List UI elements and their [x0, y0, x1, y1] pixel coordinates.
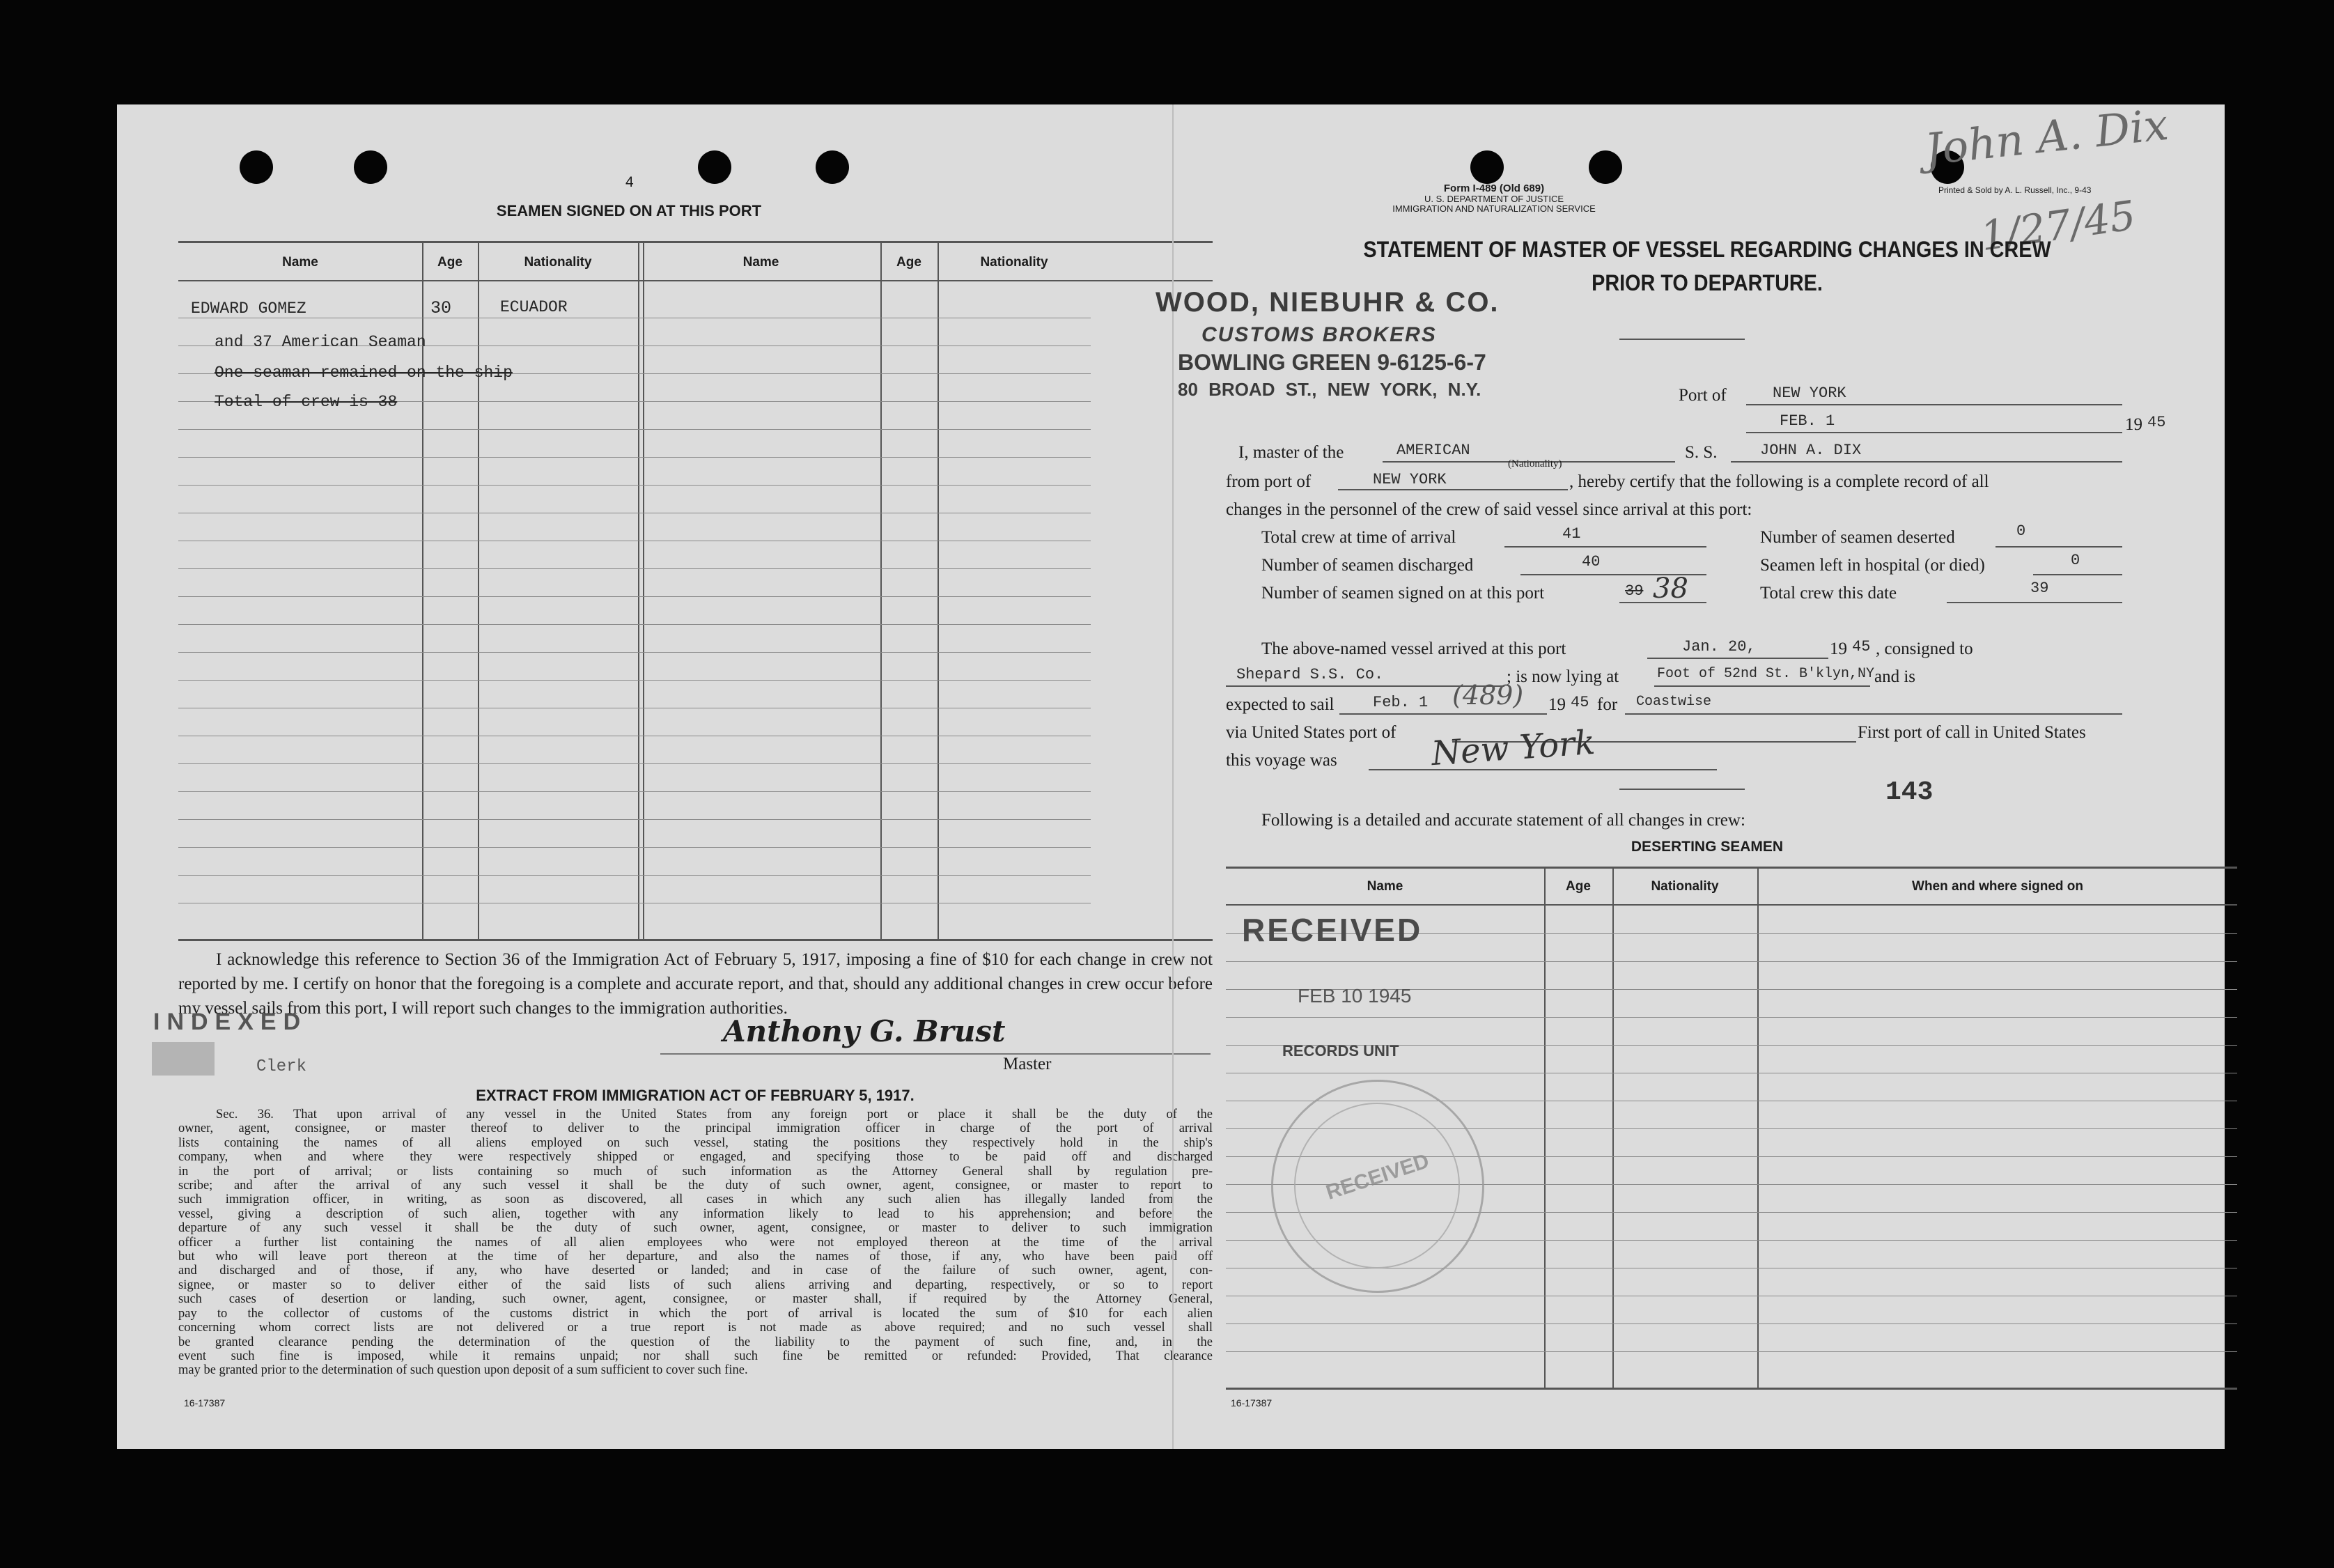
handwritten-vessel-name: John A. Dix — [1922, 98, 2171, 176]
port-value: NEW YORK — [1773, 385, 1846, 402]
table-cell-name: One seaman remained on the ship — [215, 364, 513, 382]
acknowledgement-text: I acknowledge this reference to Section 36 of the Immigration Act of February 5, 1917, imposing a fine of $10 for each change in crew not reported by me. I certify on honor that the foregoing is a complete and accurate report, and that, should any additional changes in crew occur before my vessel sails from this port, I will report such changes to the immigration authorities. — [178, 950, 1213, 1018]
punch-hole — [1589, 150, 1622, 184]
first-port-label: First port of call in United States — [1858, 723, 2086, 742]
punch-hole — [816, 150, 849, 184]
stat-label-signed-on: Number of seamen signed on at this port — [1261, 584, 1545, 603]
round-stamp — [1271, 1080, 1484, 1293]
stat-label-hospital: Seamen left in hospital (or died) — [1760, 556, 1985, 575]
port-of-label: Port of — [1679, 386, 1727, 405]
arrived-date: Jan. 20, — [1682, 638, 1756, 655]
page-number: 4 — [625, 174, 634, 190]
sail-note: (489) — [1452, 680, 1524, 711]
column-header-age: Age — [437, 255, 462, 270]
sail-year: 45 — [1571, 694, 1589, 711]
punch-hole — [1470, 150, 1504, 184]
extract-text: Sec. 36. That upon arrival of any vessel in the United States from any foreign port or place it shall be the duty of the owner, agent, consignee, or master thereof to deliver to the principal immigration officer in charge of the port of arrival lists containing the names of all aliens employed on such vessel, stating the positions they respectively hold in the ship's company, when and where they were respectively shipped or engaged, and specifying those to be paid off and discharged in the port of arrival; or lists containing so much of such information as the Attorney General shall by regulation pre- scribe; and after the arrival of any such vessel it shall be the duty of such owner, agent, consignee, or master to report to such immigration officer, in writing, as soon as discovered, all cases in which any such alien has illegally landed from the vessel, giving a description of such alien, together with any information likely to lead to his apprehension; and before the departure of any such vessel it shall be the duty of such owner, agent, consignee, or master to deliver to such immigration officer a further list containing the names of all alien employees who were not employed thereon at the time of the arrival but who will leave port thereon at the time of her departure, and also the names of those, if any, who have been paid off and discharged and of those, if any, who have deserted or landed; and in case of the failure of such owner, agent, con- signee, or master so to deliver either of the said lists of such aliens arriving and departing, respectively, or so to report such cases of desertion or landing, such owner, agent, consignee, or master shall, if required by the Attorney General, pay to the collector of customs of the customs district in which the port of arrival is located the sum of $10 for each alien concerning whom correct lists are not delivered or a true report is not made as above required; and no such vessel shall be granted clearance pending the determination of the question of the liability to the payment of such fine, and, in the event such fine is imposed, while it remains unpaid; nor shall such fine be remitted or refunded: Provided, That clearance may be granted prior to the determination of such question upon deposit of a sum sufficient to cover such fine. — [178, 1108, 1213, 1378]
deserting-title: DESERTING SEAMEN — [1631, 839, 1784, 855]
year-prefix: 19 — [2125, 415, 2142, 434]
stat-value-total-crew: 39 — [2030, 580, 2049, 597]
ss-label: S. S. — [1685, 443, 1718, 462]
table-cell-nationality: ECUADOR — [500, 298, 568, 316]
service: IMMIGRATION AND NATURALIZATION SERVICE — [1392, 203, 1596, 214]
department: U. S. DEPARTMENT OF JUSTICE — [1424, 194, 1564, 204]
stat-value-discharged: 40 — [1582, 553, 1601, 570]
column-header-nationality-2: Nationality — [980, 255, 1048, 270]
lying-label: ; is now lying at — [1507, 667, 1619, 686]
stat-value-signed-on: 39 — [1625, 582, 1644, 600]
punch-hole — [240, 150, 273, 184]
voyage-label: this voyage was — [1226, 751, 1337, 770]
form-title-line1: STATEMENT OF MASTER OF VESSEL REGARDING CHANGES IN CREW — [1363, 237, 2051, 262]
table-cell-name: and 37 American Seaman — [215, 333, 426, 351]
column-header-age-2: Age — [896, 255, 921, 270]
nationality-caption: (Nationality) — [1508, 458, 1562, 469]
handwritten-date: 1/27/45 — [1977, 191, 2139, 261]
and-is-label: and is — [1874, 667, 1916, 686]
form-title-line2: PRIOR TO DEPARTURE. — [1592, 270, 1823, 295]
certify-text-2: changes in the personnel of the crew of said vessel since arrival at this port: — [1226, 500, 1752, 519]
form-number: Form I-489 (Old 689) — [1443, 183, 1545, 194]
left-page — [117, 104, 1213, 1449]
column-header-nationality: Nationality — [524, 255, 592, 270]
form-code: 16-17387 — [184, 1397, 226, 1408]
punch-hole — [354, 150, 387, 184]
consignee: Shepard S.S. Co. — [1236, 666, 1384, 683]
year-value: 45 — [2147, 414, 2166, 431]
column-header-nationality: Nationality — [1651, 879, 1719, 894]
received-date: FEB 10 1945 — [1298, 985, 1412, 1007]
stat-label-total-arrival: Total crew at time of arrival — [1261, 528, 1456, 547]
for-value: Coastwise — [1636, 694, 1712, 710]
form-code: 16-17387 — [1231, 1397, 1273, 1408]
stamp-smudge — [152, 1042, 215, 1076]
column-header-name: Name — [1367, 879, 1403, 894]
consigned-label: , consigned to — [1876, 639, 1973, 658]
column-header-name-2: Name — [742, 255, 779, 270]
stat-value-hospital: 0 — [2071, 552, 2080, 569]
arrived-label: The above-named vessel arrived at this port — [1261, 639, 1566, 658]
arrived-year-prefix: 19 — [1830, 639, 1847, 658]
sail-year-prefix: 19 — [1548, 695, 1566, 714]
vessel-name: JOHN A. DIX — [1760, 442, 1862, 459]
stat-correction-signed-on: 38 — [1653, 573, 1688, 605]
via-label: via United States port of — [1226, 723, 1396, 742]
extract-title: EXTRACT FROM IMMIGRATION ACT OF FEBRUARY 5, 1917. — [476, 1087, 915, 1104]
indexed-stamp: INDEXED — [153, 1009, 308, 1035]
from-port-value: NEW YORK — [1373, 471, 1447, 488]
printer-credit: Printed & Sold by A. L. Russell, Inc., 9-43 — [1938, 185, 2092, 195]
table-cell-age: 30 — [430, 298, 452, 318]
stat-value-total-arrival: 41 — [1562, 525, 1581, 543]
from-port-label: from port of — [1226, 472, 1312, 491]
arrived-year: 45 — [1852, 638, 1871, 655]
right-page: Form I-489 (Old 689) U. S. DEPARTMENT OF JUSTICE IMMIGRATION AND NATURALIZATION SERVICE Printed & Sold by A. L. Russell, Inc., 9-43 John A. Dix 1/27/45 STATEMENT OF MASTER OF VESSEL REGARDING CHANGES IN CREW PRIOR TO DEPARTURE. WOOD, NIEBUHR & CO. CUSTOMS BROKERS BOWLING GREEN 9-6125-6-7 80 BROAD ST., NEW YORK, N.Y. Port of NEW YORK FEB. 1 19 45 I, master of the AMERICAN (Nationality) S. S. JOHN A. DIX from port of NEW YORK , hereby certify that the following is a complete record of all changes in the personnel of the crew of said vessel since arrival at this port: Total crew at time of arrival 41 Number of seamen discharged 40 Number of seamen signed on at this port 39 38 Number of seamen deserted 0 Seamen left in hospital (or died) 0 Total crew this date 39 The above-named vessel arrived at this port Jan. 20, 19 45 , consigned to Shepard S.S. Co. ; is now lying at Foot of 52nd St. B'klyn,NY and is expected to sail Feb. 1 (489) 19 45 for Coastwise via United States port of First port of call in United States this voyage was New York 143 Following is a detailed and accurate statement of all changes in crew: DESERTING SEAMEN Name Age Nationality When and where signed on RECEIVED FEB 10 1945 RECORDS UNIT RECEIVED 16-17387 — [1172, 104, 2226, 1449]
lying-value: Foot of 52nd St. B'klyn,NY — [1657, 666, 1875, 682]
stat-label-total-crew: Total crew this date — [1760, 584, 1897, 603]
sail-date: Feb. 1 — [1373, 694, 1429, 711]
stat-label-deserted: Number of seamen deserted — [1760, 528, 1955, 547]
via-value: New York — [1430, 722, 1596, 774]
certify-text: , hereby certify that the following is a complete record of all — [1569, 472, 1989, 491]
for-label: for — [1597, 695, 1618, 714]
table-cell-name: Total of crew is 38 — [215, 393, 398, 411]
nationality-value: AMERICAN — [1396, 442, 1470, 459]
reference-number: 143 — [1885, 777, 1934, 807]
received-stamp: RECEIVED — [1242, 912, 1423, 948]
clerk-label: Clerk — [256, 1057, 307, 1076]
form-sheet — [117, 98, 2225, 1449]
round-stamp-text: RECEIVED — [1323, 1149, 1432, 1204]
date-value: FEB. 1 — [1780, 412, 1835, 430]
punch-hole — [698, 150, 731, 184]
master-signature: Anthony G. Brust — [723, 1014, 1006, 1048]
stat-label-discharged: Number of seamen discharged — [1261, 556, 1474, 575]
records-unit-stamp: RECORDS UNIT — [1282, 1042, 1399, 1059]
stat-value-deserted: 0 — [2016, 522, 2026, 540]
following-text: Following is a detailed and accurate statement of all changes in crew: — [1261, 811, 1745, 830]
master-of-label: I, master of the — [1238, 443, 1344, 462]
page-title: SEAMEN SIGNED ON AT THIS PORT — [496, 202, 762, 219]
column-header-signed-on: When and where signed on — [1912, 879, 2083, 894]
expected-label: expected to sail — [1226, 695, 1335, 714]
master-label: Master — [1003, 1055, 1052, 1073]
table-cell-name: EDWARD GOMEZ — [191, 300, 306, 318]
column-header-age: Age — [1566, 879, 1591, 894]
column-header-name: Name — [282, 255, 318, 270]
